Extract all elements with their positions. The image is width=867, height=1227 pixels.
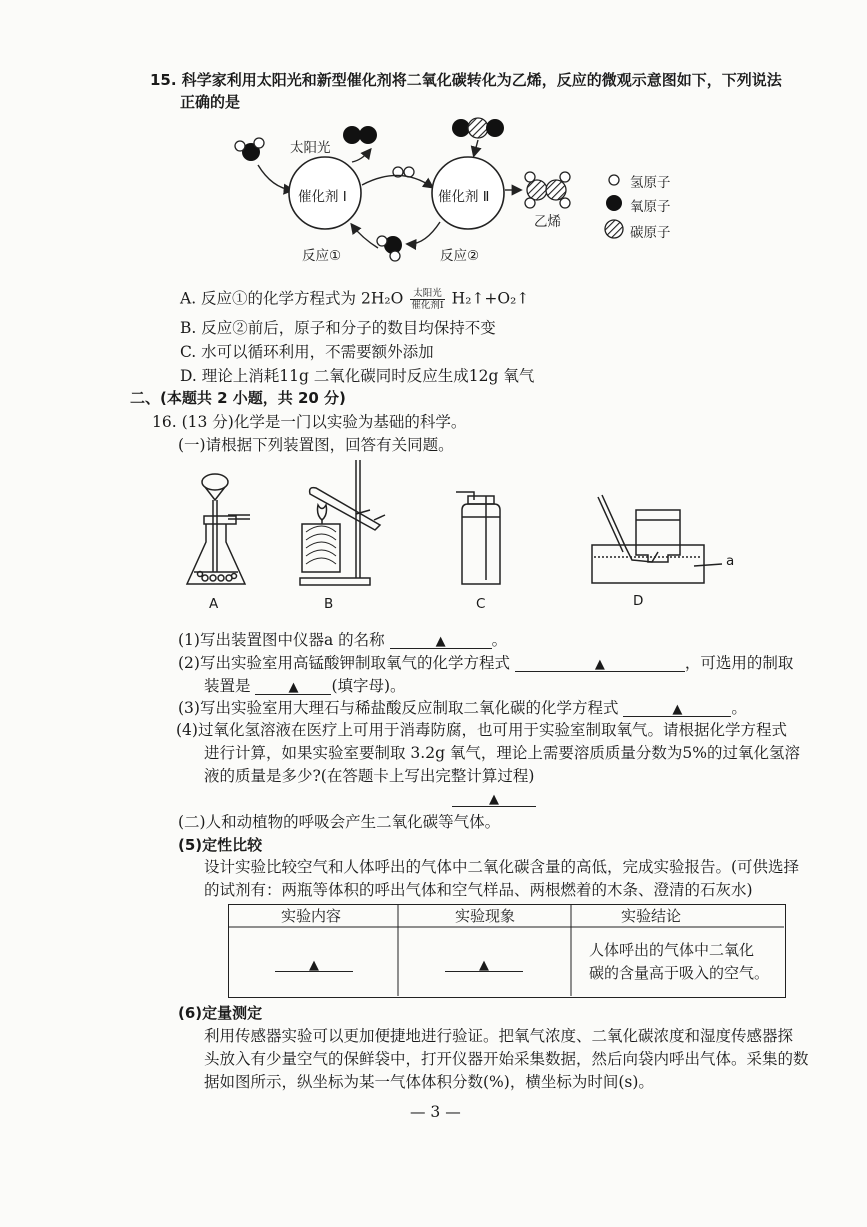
- q15-stem-line2: 正确的是: [180, 93, 241, 111]
- table-content-answer: [275, 953, 353, 975]
- water-molecule-recycled: [377, 236, 402, 261]
- s4-blank-mark: ▲: [489, 792, 499, 807]
- legend-hydrogen-marker: [609, 175, 619, 185]
- q15-option-a: [180, 288, 529, 311]
- legend-carbon: 碳原子: [630, 225, 671, 241]
- q16-s2b: [204, 676, 406, 696]
- q16-s4-line2: 进行计算，如果实验室要制取 3.2g 氧气，理论上需要溶质质量分数为5%的过氧化氢溶: [204, 744, 801, 762]
- phenomenon-answer-blank[interactable]: [445, 953, 523, 972]
- q16-stem: 16. (13 分)化学是一门以实验为基础的科学。: [152, 413, 467, 431]
- q16-s1: [178, 630, 507, 650]
- s3-blank-mark: ▲: [672, 702, 683, 717]
- oxygen-molecule-output: [343, 126, 377, 144]
- s1-text: (1)写出装置图中仪器a 的名称: [178, 631, 385, 649]
- label-reaction-2: 反应②: [440, 248, 480, 264]
- label-reaction-1: 反应①: [302, 248, 342, 264]
- s2b-end: (填字母)。: [331, 677, 406, 695]
- q16-s4-line1: (4)过氧化氢溶液在医疗上可用于消毒防腐，也可用于实验室制取氧气。请根据化学方程式: [176, 721, 787, 739]
- q16-s4-line3: 液的质量是多少?(在答题卡上写出完整计算过程): [204, 767, 535, 785]
- label-ethylene: 乙烯: [534, 214, 561, 230]
- content-answer-blank[interactable]: [275, 953, 353, 972]
- label-instrument-a: a: [726, 553, 735, 569]
- s3-answer-blank[interactable]: [623, 698, 731, 717]
- table-header-phenomenon: 实验现象: [455, 907, 516, 925]
- legend-oxygen-marker: [606, 195, 622, 211]
- s2b-blank-mark: ▲: [288, 680, 299, 695]
- q16-s5-line2: 的试剂有：两瓶等体积的呼出气体和空气样品、两根燃着的木条、澄清的石灰水): [204, 881, 753, 899]
- s1-end: 。: [491, 631, 508, 649]
- q15-option-b: B. 反应②前后，原子和分子的数目均保持不变: [180, 319, 496, 337]
- q16-s3: [178, 698, 747, 718]
- table-conclusion-line1: 人体呼出的气体中二氧化: [589, 941, 755, 959]
- option-a-text: A. 反应①的化学方程式为 2H₂O: [180, 289, 404, 308]
- label-catalyst-1: 催化剂 Ⅰ: [298, 189, 347, 205]
- page-number: — 3 —: [410, 1103, 461, 1121]
- s3-text: (3)写出实验室用大理石与稀盐酸反应制取二氧化碳的化学方程式: [178, 699, 619, 717]
- q16-s6-line1: 利用传感器实验可以更加便捷地进行验证。把氧气浓度、二氧化碳浓度和湿度传感器探: [204, 1027, 794, 1045]
- section-2-title: 二、(本题共 2 小题，共 20 分): [130, 389, 346, 407]
- table-header-conclusion: 实验结论: [621, 907, 682, 925]
- label-apparatus-c: C: [476, 596, 486, 612]
- q16-s4-answer: [452, 788, 536, 808]
- s2-blank-mark: ▲: [594, 657, 605, 672]
- table-conclusion-line2: 碳的含量高于吸入的空气。: [589, 964, 770, 982]
- phenomenon-blank-mark: ▲: [479, 958, 489, 973]
- legend-carbon-marker: [605, 220, 623, 238]
- label-apparatus-b: B: [324, 596, 334, 612]
- co2-molecule-input: [452, 118, 504, 138]
- q16-part2: (二)人和动植物的呼吸会产生二氧化碳等气体。: [178, 813, 501, 831]
- s1-answer-blank[interactable]: [390, 630, 492, 649]
- q16-s6-line3: 据如图所示，纵坐标为某一气体体积分数(%)，横坐标为时间(s)。: [204, 1073, 654, 1091]
- ethylene-molecule: [525, 172, 570, 208]
- label-apparatus-d: D: [633, 593, 644, 609]
- s2-end: ，可选用的制取: [684, 654, 794, 672]
- reaction-condition: [410, 288, 445, 311]
- q16-s5-title: (5)定性比较: [178, 836, 263, 854]
- s4-answer-blank[interactable]: [452, 788, 536, 807]
- table-header-content: 实验内容: [281, 907, 342, 925]
- table-phenomenon-answer: [445, 953, 523, 975]
- condition-bottom: 催化剂Ⅰ: [411, 300, 444, 311]
- label-catalyst-2: 催化剂 Ⅱ: [438, 189, 490, 205]
- apparatus-d: [592, 495, 722, 583]
- s2b-text: 装置是: [204, 677, 251, 695]
- s3-end: 。: [731, 699, 747, 717]
- condition-top: 太阳光: [410, 288, 445, 300]
- q16-s2: [178, 653, 793, 673]
- water-molecule-input: [235, 138, 264, 161]
- label-apparatus-a: A: [209, 596, 219, 612]
- s2b-answer-blank[interactable]: [255, 676, 331, 695]
- q15-option-d: D. 理论上消耗11g 二氧化碳同时反应生成12g 氧气: [180, 367, 535, 385]
- q16-s6-line2: 头放入有少量空气的保鲜袋中，打开仪器开始采集数据，然后向袋内呼出气体。采集的数: [204, 1050, 809, 1068]
- experiment-report-table: [228, 904, 786, 998]
- content-blank-mark: ▲: [309, 958, 319, 973]
- legend-oxygen: 氧原子: [630, 199, 671, 215]
- option-a-products: H₂↑+O₂↑: [451, 289, 530, 308]
- label-sunlight: 太阳光: [290, 140, 331, 156]
- apparatus-a: [187, 474, 250, 584]
- q16-s5-line1: 设计实验比较空气和人体呼出的气体中二氧化碳含量的高低，完成实验报告。(可供选择: [204, 858, 800, 876]
- s2-text: (2)写出实验室用高锰酸钾制取氧气的化学方程式: [178, 654, 510, 672]
- legend-hydrogen: 氢原子: [630, 175, 671, 191]
- s1-blank-mark: ▲: [435, 634, 446, 649]
- apparatus-c: [456, 492, 500, 584]
- q15-stem-line1: 15. 科学家利用太阳光和新型催化剂将二氧化碳转化为乙烯，反应的微观示意图如下，下列说法: [150, 71, 782, 89]
- apparatus-b: [300, 460, 385, 585]
- q16-part1: (一)请根据下列装置图，回答有关同题。: [178, 436, 454, 454]
- q15-option-c: C. 水可以循环利用，不需要额外添加: [180, 343, 434, 361]
- s2-answer-blank[interactable]: [515, 653, 685, 672]
- q16-s6-title: (6)定量测定: [178, 1004, 263, 1022]
